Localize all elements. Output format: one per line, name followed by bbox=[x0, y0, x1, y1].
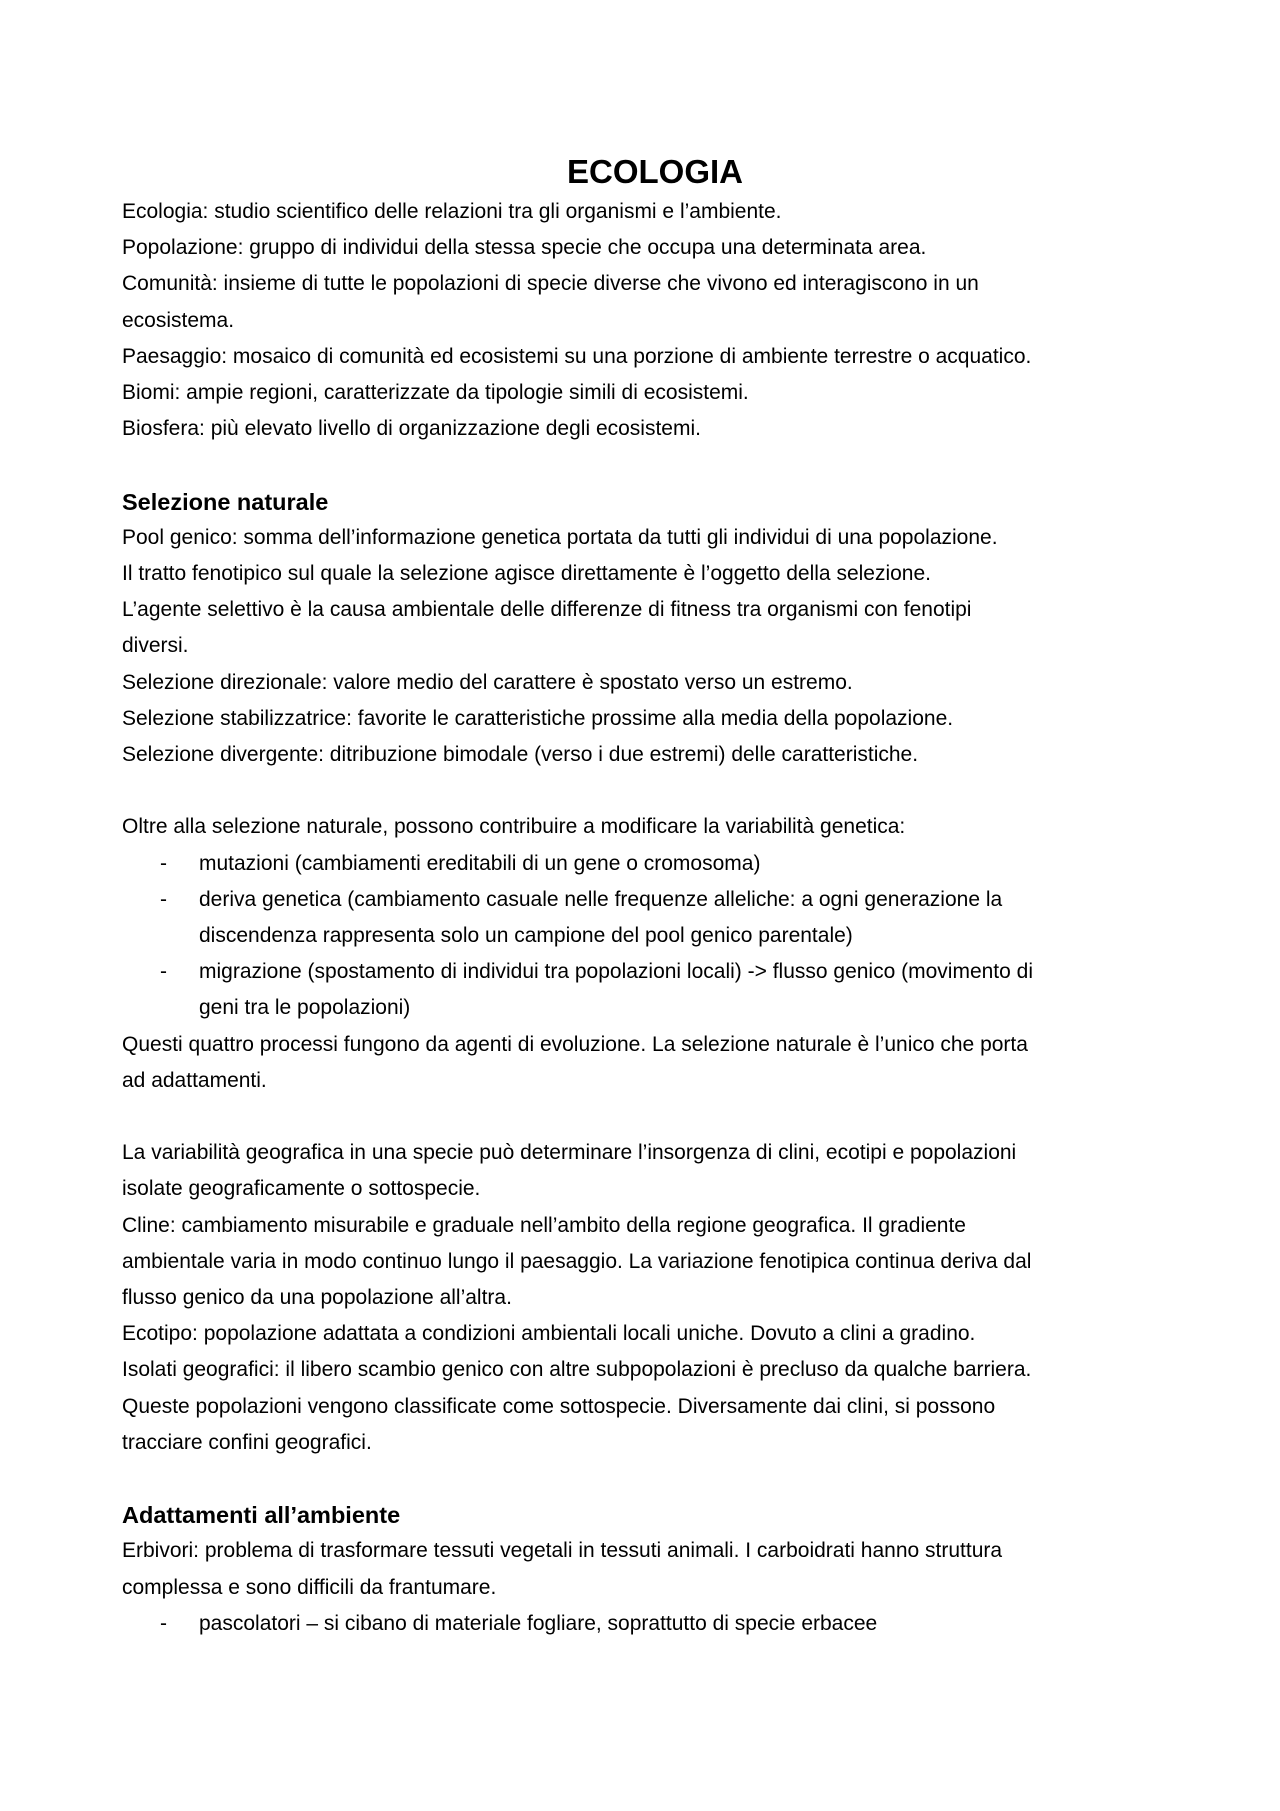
variabilita-line: La variabilità geografica in una specie può determinare l’insorgenza di clini, ecotipi e popolazioni bbox=[122, 1141, 1017, 1165]
section-heading-adattamenti: Adattamenti all’ambiente bbox=[122, 1502, 401, 1529]
selezione-line: Selezione stabilizzatrice: favorite le caratteristiche prossime alla media della popolazione. bbox=[122, 706, 954, 730]
list-item bbox=[122, 954, 1162, 1026]
selezione-section bbox=[122, 484, 1162, 1461]
selezione-line: Selezione direzionale: valore medio del carattere è spostato verso un estremo. bbox=[122, 670, 853, 694]
variabilita-line: isolate geograficamente o sottospecie. bbox=[122, 1177, 481, 1201]
selezione-line: diversi. bbox=[122, 634, 189, 658]
conclusion-line: Questi quattro processi fungono da agenti di evoluzione. La selezione naturale è l’unico che porta bbox=[122, 1032, 1028, 1056]
list-item-text: mutazioni (cambiamenti ereditabili di un gene o cromosoma) bbox=[199, 851, 761, 875]
intro-section bbox=[122, 194, 1162, 447]
selezione-line: Pool genico: somma dell’informazione genetica portata da tutti gli individui di una popolazione. bbox=[122, 525, 998, 549]
list-item-text: migrazione (spostamento di individui tra popolazioni locali) -> flusso genico (movimento di bbox=[199, 960, 1033, 984]
variabilita-line: Queste popolazioni vengono classificate come sottospecie. Diversamente dai clini, si possono bbox=[122, 1394, 996, 1418]
spacer bbox=[122, 1461, 1162, 1497]
dash-bullet: - bbox=[160, 960, 167, 984]
spacer bbox=[122, 447, 1162, 483]
intro-line: Biosfera: più elevato livello di organizzazione degli ecosistemi. bbox=[122, 417, 701, 441]
document-page bbox=[122, 150, 1162, 1642]
variabilita-line: Isolati geografici: il libero scambio genico con altre subpopolazioni è precluso da qualche barriera. bbox=[122, 1358, 1032, 1382]
adattamenti-section bbox=[122, 1497, 1162, 1642]
selezione-line: Il tratto fenotipico sul quale la selezione agisce direttamente è l’oggetto della selezione. bbox=[122, 562, 932, 586]
list-item-text: deriva genetica (cambiamento casuale nelle frequenze alleliche: a ogni generazione la bbox=[199, 887, 1003, 911]
list-item bbox=[122, 882, 1162, 954]
intro-line: Popolazione: gruppo di individui della stessa specie che occupa una determinata area. bbox=[122, 236, 927, 260]
intro-line: Ecologia: studio scientifico delle relazioni tra gli organismi e l’ambiente. bbox=[122, 200, 782, 223]
variabilita-line: Cline: cambiamento misurabile e graduale nell’ambito della regione geografica. Il gradiente bbox=[122, 1213, 966, 1237]
list-item bbox=[122, 846, 1162, 882]
intro-line: Biomi: ampie regioni, caratterizzate da tipologie simili di ecosistemi. bbox=[122, 381, 749, 405]
selezione-line: Selezione divergente: ditribuzione bimodale (verso i due estremi) delle caratteristiche. bbox=[122, 743, 919, 767]
dash-bullet: - bbox=[160, 851, 167, 875]
list-item-text: discendenza rappresenta solo un campione del pool genico parentale) bbox=[199, 924, 853, 948]
section-heading-selezione: Selezione naturale bbox=[122, 488, 329, 515]
selezione-line: L’agente selettivo è la causa ambientale delle differenze di fitness tra organismi con fenotipi bbox=[122, 598, 972, 622]
spacer bbox=[122, 773, 1162, 809]
list-item-text: geni tra le popolazioni) bbox=[199, 996, 411, 1020]
list-item bbox=[122, 1606, 1162, 1642]
variabilita-line: ambientale varia in modo continuo lungo il paesaggio. La variazione fenotipica continua deriva dal bbox=[122, 1249, 1032, 1273]
adattamenti-line: complessa e sono difficili da frantumare. bbox=[122, 1575, 497, 1599]
intro-line: ecosistema. bbox=[122, 308, 235, 332]
variabilita-line: Ecotipo: popolazione adattata a condizioni ambientali locali uniche. Dovuto a clini a gradino. bbox=[122, 1322, 976, 1346]
dash-bullet: - bbox=[160, 1611, 167, 1635]
intro-line: Comunità: insieme di tutte le popolazioni di specie diverse che vivono ed interagiscono in un bbox=[122, 272, 979, 296]
evolution-agents-list bbox=[122, 846, 1162, 1027]
page-title: ECOLOGIA bbox=[566, 153, 743, 190]
variabilita-line: flusso genico da una popolazione all’altra. bbox=[122, 1286, 512, 1310]
oltre-intro: Oltre alla selezione naturale, possono contribuire a modificare la variabilità genetica: bbox=[122, 815, 906, 839]
intro-line: Paesaggio: mosaico di comunità ed ecosistemi su una porzione di ambiente terrestre o acquatico. bbox=[122, 344, 1032, 368]
herbivore-list bbox=[122, 1606, 1162, 1642]
adattamenti-line: Erbivori: problema di trasformare tessuti vegetali in tessuti animali. I carboidrati hanno struttura bbox=[122, 1539, 1003, 1563]
conclusion-line: ad adattamenti. bbox=[122, 1068, 267, 1092]
spacer bbox=[122, 1099, 1162, 1135]
dash-bullet: - bbox=[160, 887, 167, 911]
list-item-text: pascolatori – si cibano di materiale fogliare, soprattutto di specie erbacee bbox=[199, 1611, 878, 1635]
variabilita-line: tracciare confini geografici. bbox=[122, 1430, 372, 1454]
